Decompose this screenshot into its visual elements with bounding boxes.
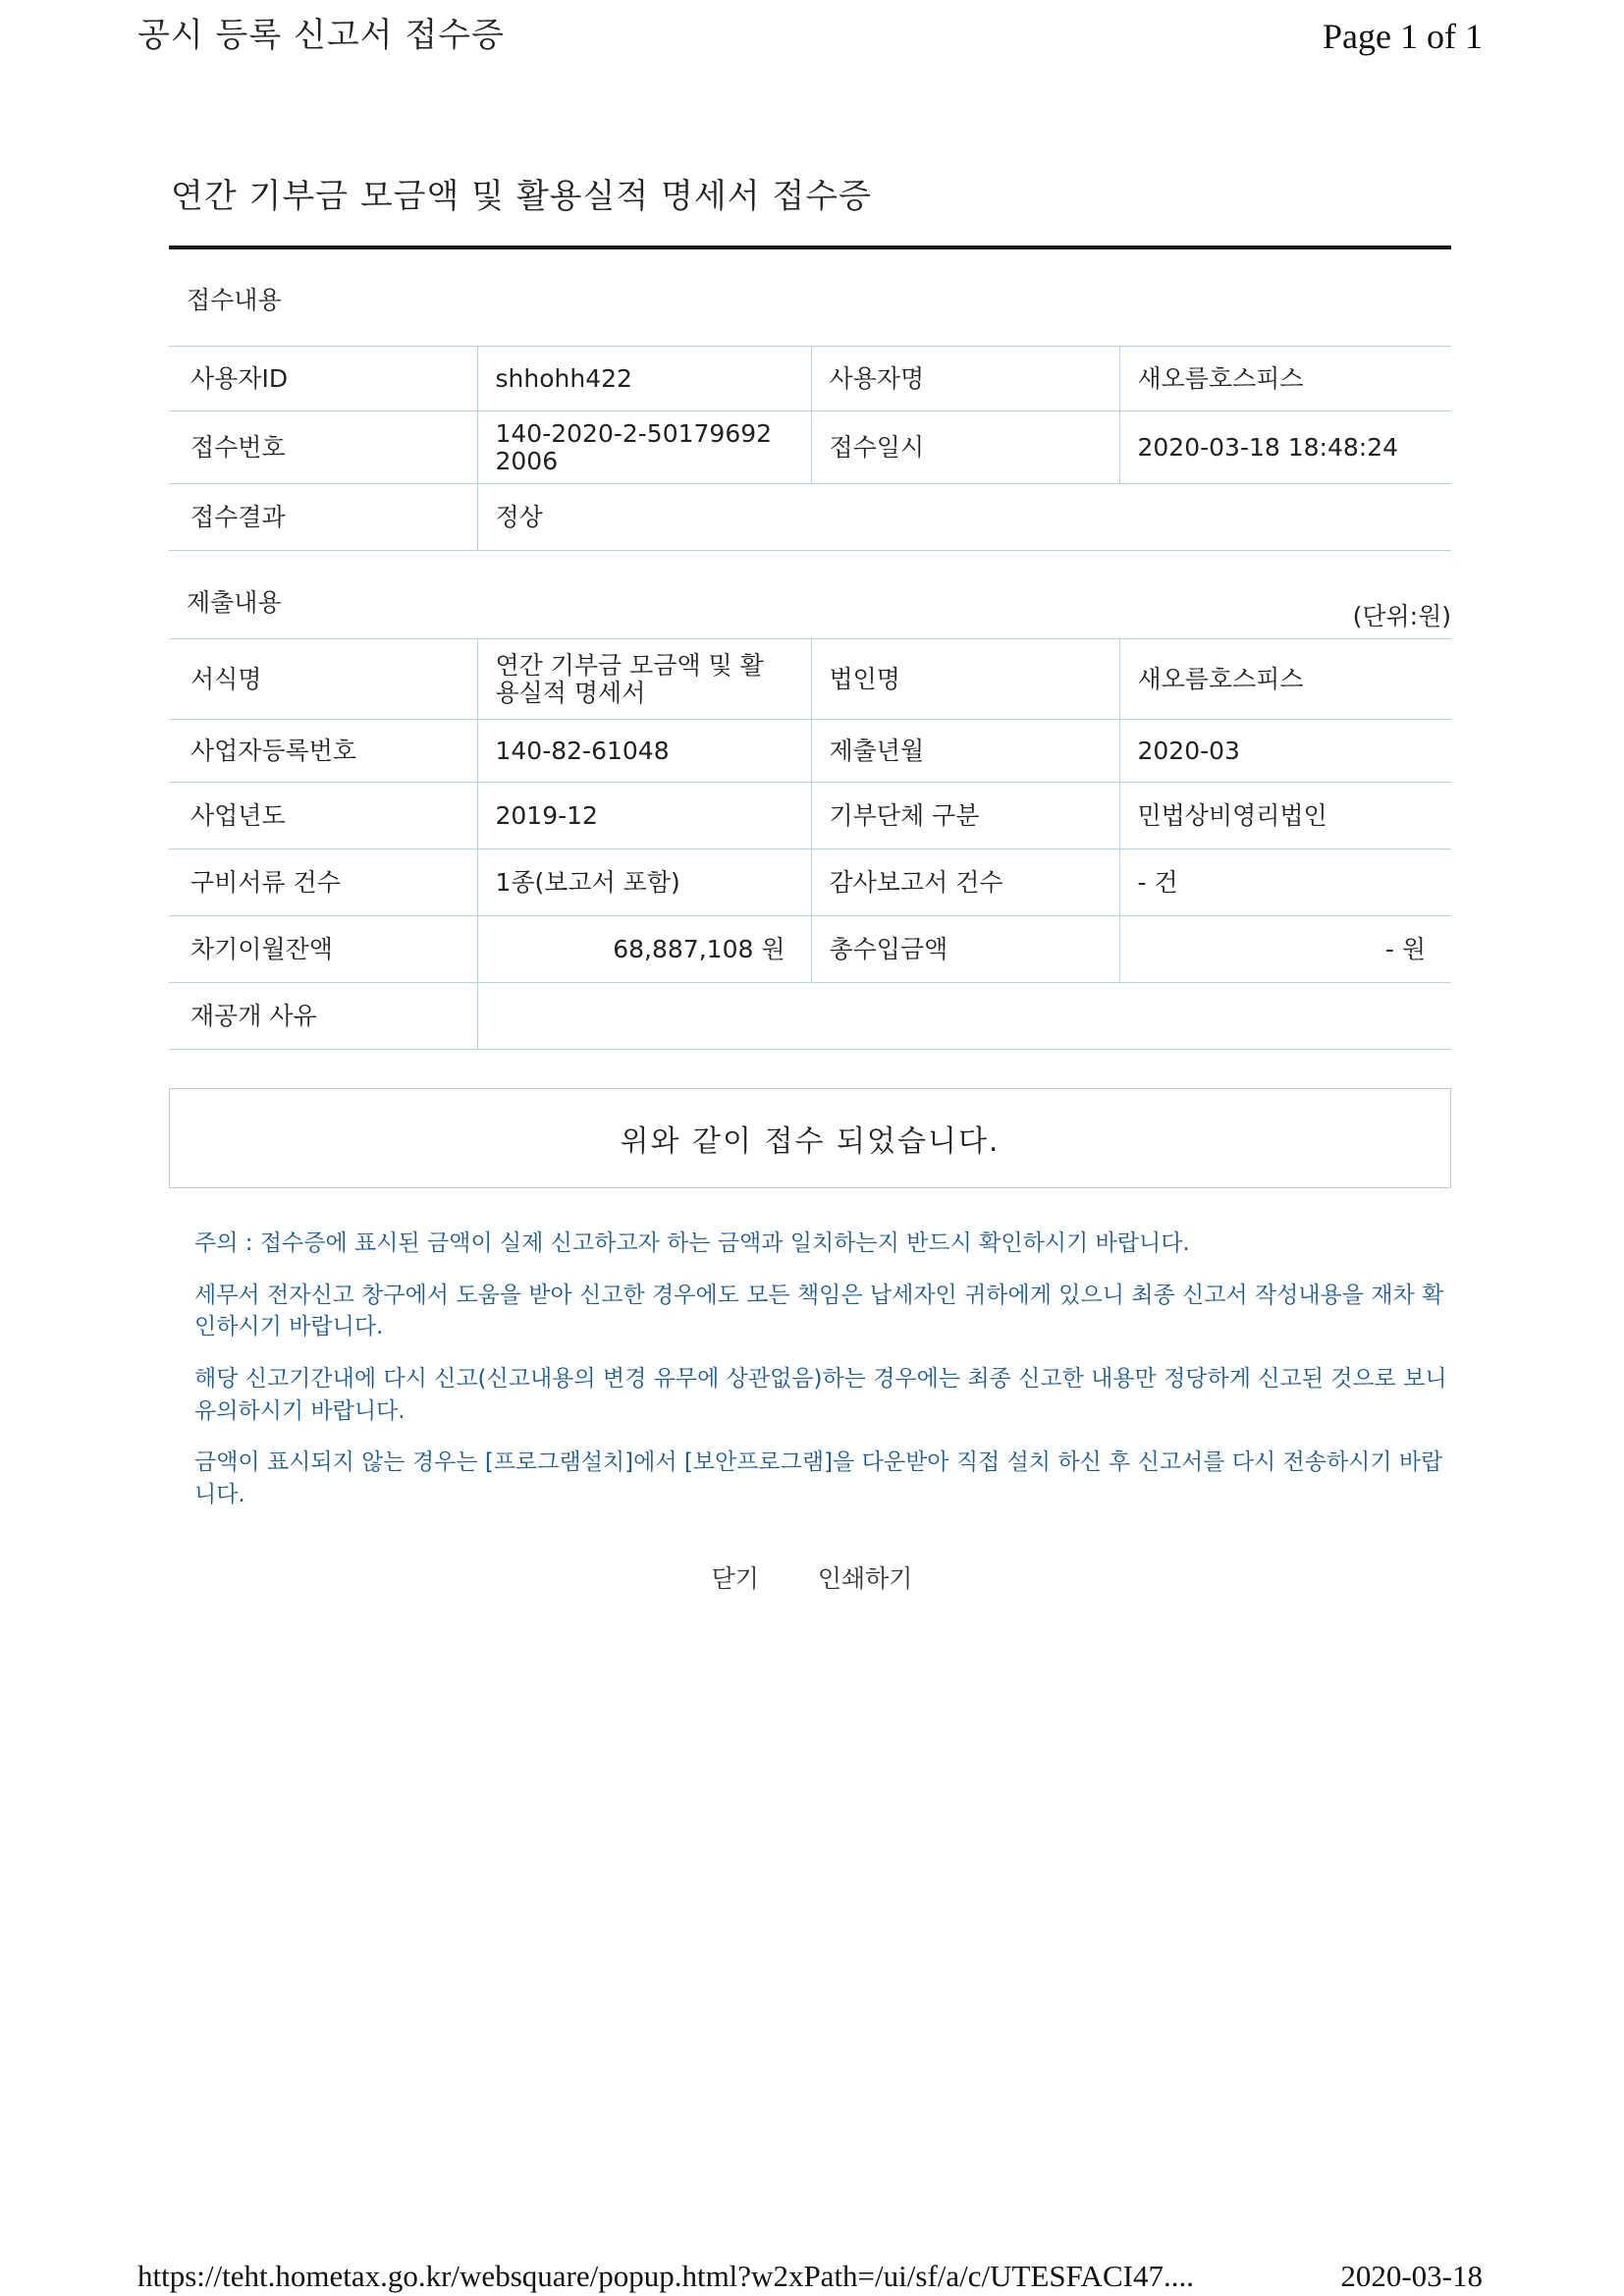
- submission-section-label: 제출내용: [187, 588, 282, 617]
- print-footer-url: https://teht.hometax.go.kr/websquare/popup.html?w2xPath=/ui/sf/a/c/UTESFACI47....: [137, 2259, 1194, 2293]
- table-row: [169, 916, 1451, 983]
- carryover-label: 차기이월잔액: [169, 916, 477, 983]
- corp-name-value: 새오름호스피스: [1119, 639, 1451, 720]
- total-income-value: - 원: [1119, 916, 1451, 983]
- form-name-value: [477, 639, 811, 720]
- receipt-result-value: 정상: [477, 484, 1451, 551]
- receipt-datetime-label: 접수일시: [811, 411, 1119, 484]
- notice-item: 세무서 전자신고 창구에서 도움을 받아 신고한 경우에도 모든 책임은 납세자인 귀하에게 있으니 최종 신고서 작성내용을 재차 확인하시기 바랍니다.: [194, 1282, 1444, 1340]
- receipt-section-label: 접수내용: [187, 286, 282, 314]
- submission-table: [169, 638, 1451, 1050]
- receipt-result-label: 접수결과: [169, 484, 477, 551]
- user-id-label: 사용자ID: [169, 347, 477, 411]
- table-row: [169, 720, 1451, 783]
- biz-reg-no-value: 140-82-61048: [477, 720, 811, 783]
- biz-reg-no-label: 사업자등록번호: [169, 720, 477, 783]
- doc-count-label: 구비서류 건수: [169, 849, 477, 916]
- page-title: 연간 기부금 모금액 및 활용실적 명세서 접수증: [171, 177, 872, 216]
- print-button[interactable]: 인쇄하기: [817, 1564, 913, 1593]
- table-row: [169, 347, 1451, 411]
- submit-month-value: 2020-03: [1119, 720, 1451, 783]
- print-footer-date: 2020-03-18: [1340, 2259, 1483, 2293]
- table-row: [169, 484, 1451, 551]
- receipt-number-label: 접수번호: [169, 411, 477, 484]
- close-button[interactable]: 닫기: [711, 1564, 759, 1593]
- print-header-page: Page 1 of 1: [1323, 17, 1483, 56]
- doc-count-value: 1종(보고서 포함): [477, 849, 811, 916]
- notice-item: 금액이 표시되지 않는 경우는 [프로그램설치]에서 [보안프로그램]을 다운받아 직접 설치 하신 후 신고서를 다시 전송하시기 바랍니다.: [194, 1449, 1443, 1507]
- print-header-title: 공시 등록 신고서 접수증: [137, 16, 505, 55]
- table-row: [169, 639, 1451, 720]
- user-name-label: 사용자명: [811, 347, 1119, 411]
- confirmation-message: 위와 같이 접수 되었습니다.: [620, 1124, 1001, 1159]
- audit-report-count-label: 감사보고서 건수: [811, 849, 1119, 916]
- carryover-value: 68,887,108 원: [477, 916, 811, 983]
- unit-label: (단위:원): [1352, 602, 1451, 630]
- receipt-number-value: [477, 411, 811, 484]
- table-row: [169, 411, 1451, 484]
- notice-item: 해당 신고기간내에 다시 신고(신고내용의 변경 유무에 상관없음)하는 경우에는 최종 신고한 내용만 정당하게 신고된 것으로 보니 유의하시기 바랍니다.: [194, 1365, 1447, 1424]
- submit-month-label: 제출년월: [811, 720, 1119, 783]
- biz-year-value: 2019-12: [477, 783, 811, 849]
- receipt-datetime-value: 2020-03-18 18:48:24: [1119, 411, 1451, 484]
- donation-org-type-label: 기부단체 구분: [811, 783, 1119, 849]
- table-row: [169, 783, 1451, 849]
- receipt-number-line-1: 140-2020-2-50179692: [495, 418, 773, 448]
- button-bar: [0, 1559, 1624, 1595]
- notice-item: 주의 : 접수증에 표시된 금액이 실제 신고하고자 하는 금액과 일치하는지 반드시 확인하시기 바랍니다.: [194, 1230, 1190, 1256]
- redisclosure-label: 재공개 사유: [169, 983, 477, 1050]
- notice-list: [194, 1228, 1453, 1531]
- form-name-line-1: 연간 기부금 모금액 및 활: [495, 650, 764, 680]
- user-name-value: 새오름호스피스: [1119, 347, 1451, 411]
- confirmation-box: [169, 1088, 1451, 1188]
- total-income-label: 총수입금액: [811, 916, 1119, 983]
- donation-org-type-value: 민법상비영리법인: [1119, 783, 1451, 849]
- biz-year-label: 사업년도: [169, 783, 477, 849]
- title-divider: [169, 246, 1451, 249]
- redisclosure-value: [477, 983, 1451, 1050]
- user-id-value: shhohh422: [477, 347, 811, 411]
- audit-report-count-value: - 건: [1119, 849, 1451, 916]
- corp-name-label: 법인명: [811, 639, 1119, 720]
- table-row: [169, 983, 1451, 1050]
- receipt-table: [169, 346, 1451, 551]
- table-row: [169, 849, 1451, 916]
- form-name-line-2: 용실적 명세서: [495, 678, 646, 707]
- form-name-label: 서식명: [169, 639, 477, 720]
- receipt-number-line-2: 2006: [495, 446, 559, 475]
